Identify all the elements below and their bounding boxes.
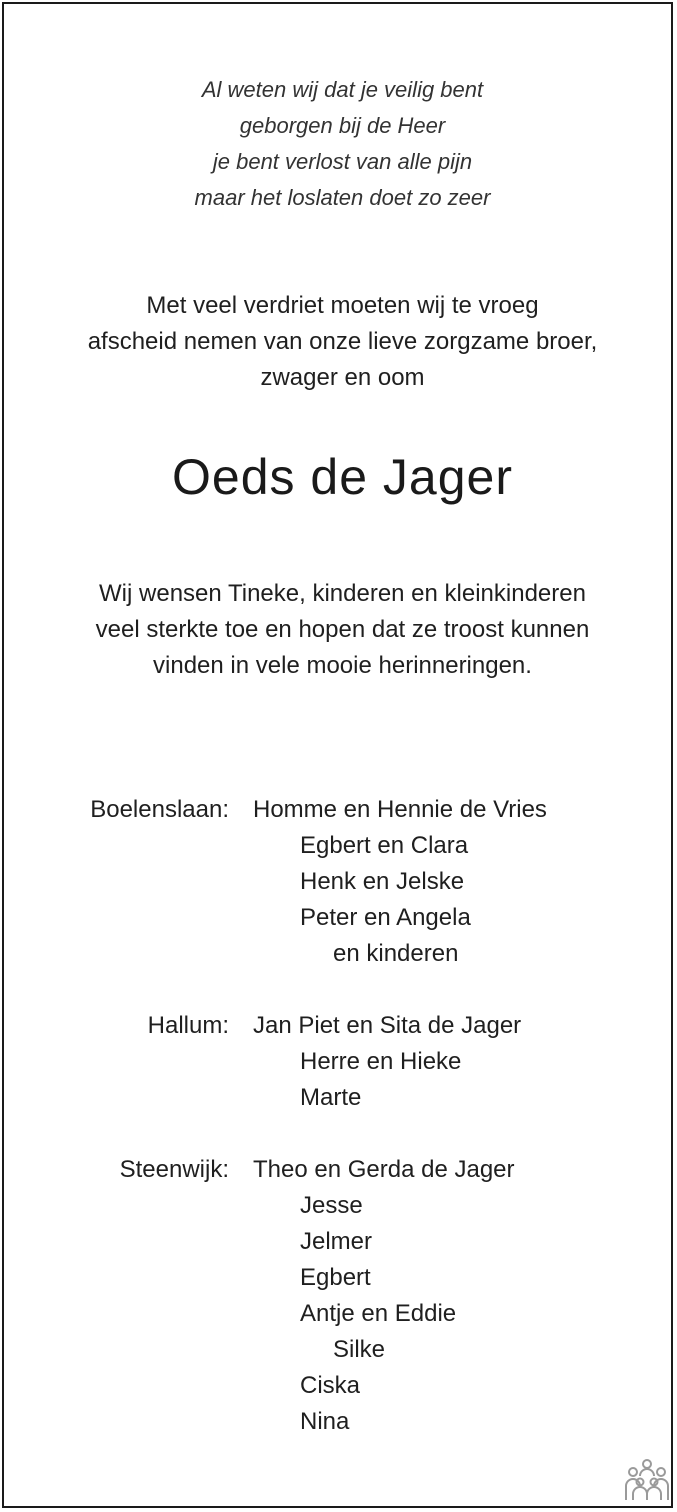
family-member: Egbert — [300, 1264, 371, 1291]
family-member: Egbert en Clara — [300, 832, 469, 859]
family-member: en kinderen — [333, 940, 459, 967]
wish-line: veel sterkte toe en hopen dat ze troost kunnen — [95, 616, 590, 643]
poem-line: geborgen bij de Heer — [239, 113, 446, 138]
family-member: Jelmer — [300, 1228, 373, 1255]
family-place: Steenwijk: — [119, 1156, 229, 1183]
family-member: Theo en Gerda de Jager — [253, 1156, 515, 1183]
family-people-icon — [623, 1458, 671, 1502]
family-member: Nina — [300, 1408, 350, 1435]
wish-line: vinden in vele mooie herinneringen. — [153, 652, 532, 679]
family-members — [253, 792, 677, 972]
family-member: Ciska — [300, 1372, 361, 1399]
poem-line: je bent verlost van alle pijn — [212, 149, 473, 174]
poem-line: Al weten wij dat je veilig bent — [201, 77, 484, 102]
family-member: Marte — [300, 1084, 362, 1111]
family-group — [4, 792, 677, 972]
wish-line: Wij wensen Tineke, kinderen en kleinkinderen — [99, 580, 586, 607]
family-member: Henk en Jelske — [300, 868, 465, 895]
family-member: Herre en Hieke — [300, 1048, 462, 1075]
family-group — [4, 1008, 677, 1116]
family-member: Peter en Angela — [300, 904, 471, 931]
family-list — [4, 792, 677, 1440]
wish-text — [4, 576, 677, 684]
family-place: Boelenslaan: — [90, 796, 229, 823]
deceased-name: Oeds de Jager — [172, 449, 513, 505]
family-group — [4, 1152, 677, 1440]
family-member: Jesse — [300, 1192, 363, 1219]
intro-line: zwager en oom — [260, 364, 425, 391]
notice-frame — [2, 2, 673, 1508]
poem-line: maar het loslaten doet zo zeer — [194, 185, 491, 210]
poem — [4, 72, 677, 216]
family-members — [253, 1008, 677, 1116]
family-member: Jan Piet en Sita de Jager — [253, 1012, 522, 1039]
family-place: Hallum: — [147, 1012, 229, 1039]
family-member: Antje en Eddie — [300, 1300, 457, 1327]
intro-line: afscheid nemen van onze lieve zorgzame broer, — [87, 328, 598, 355]
intro-text — [4, 288, 677, 396]
family-members — [253, 1152, 677, 1440]
intro-line: Met veel verdriet moeten wij te vroeg — [146, 292, 539, 319]
family-member: Silke — [333, 1336, 386, 1363]
family-member: Homme en Hennie de Vries — [253, 796, 547, 823]
